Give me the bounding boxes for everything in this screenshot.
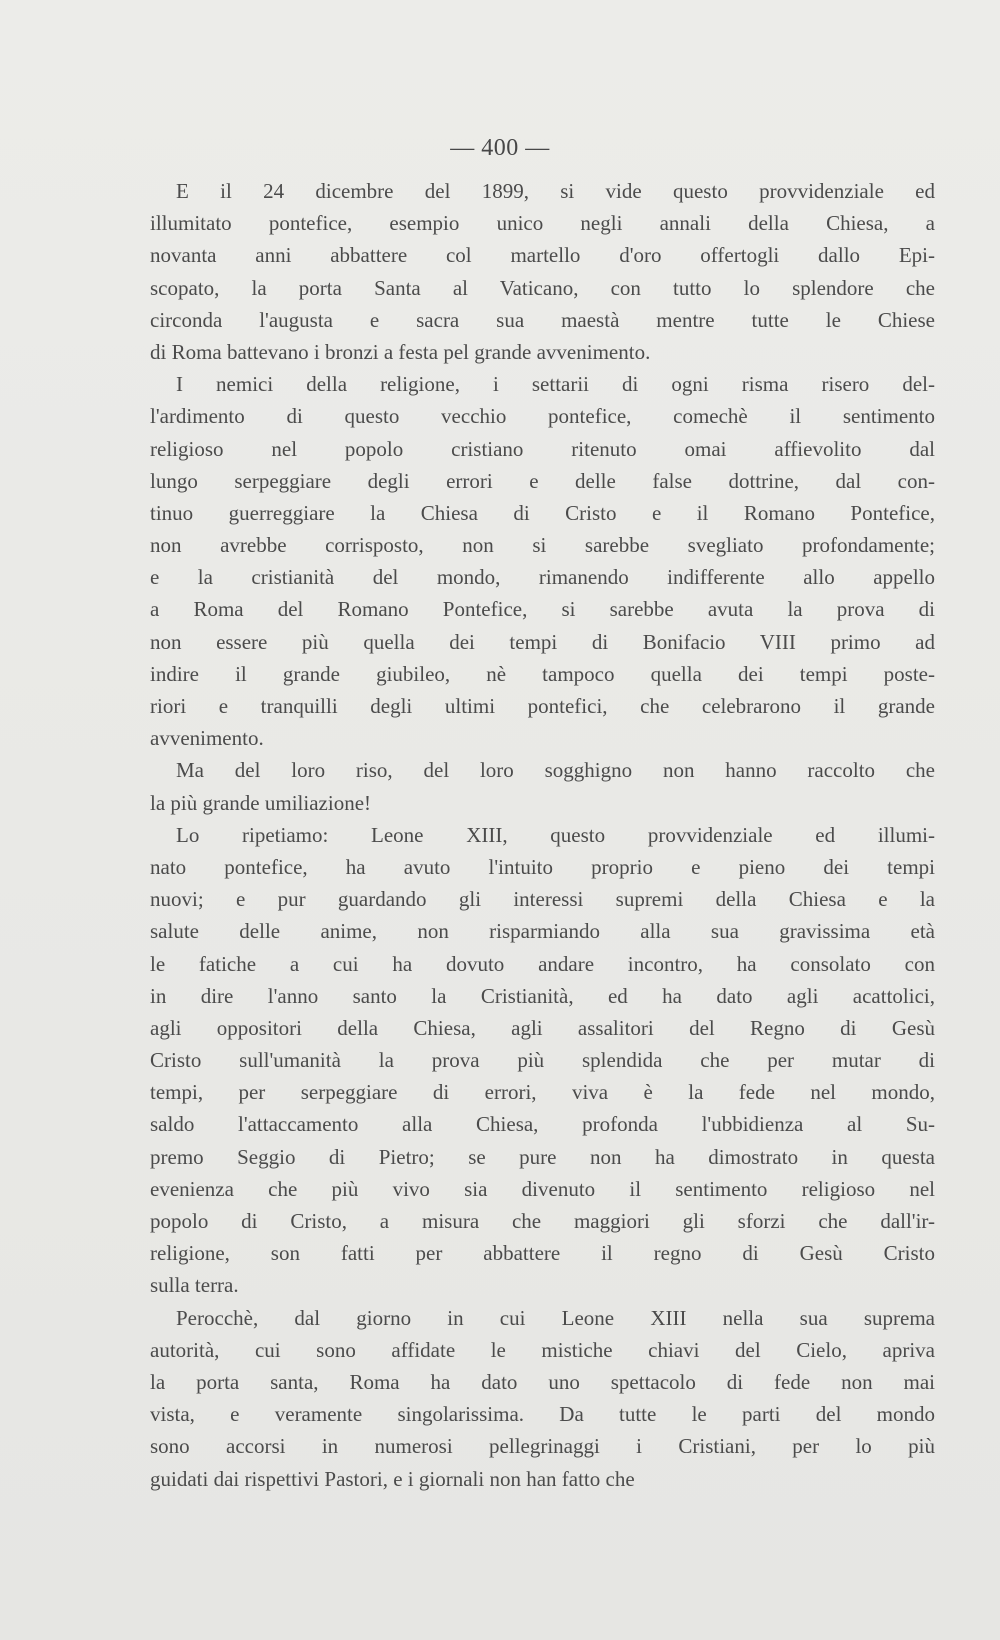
text-line: agli oppositori della Chiesa, agli assalitori del Regno di Gesù [150, 1015, 935, 1040]
text-line: premo Seggio di Pietro; se pure non ha dimostrato in questa [150, 1144, 935, 1169]
text-line: in dire l'anno santo la Cristianità, ed ha dato agli acattolici, [150, 983, 935, 1008]
text-line: vista, e veramente singolarissima. Da tutte le parti del mondo [150, 1402, 935, 1427]
text-line: indire il grande giubileo, nè tampoco quella dei tempi poste- [150, 661, 935, 686]
text-line: la porta santa, Roma ha dato uno spettacolo di fede non mai [150, 1369, 935, 1394]
text-line: saldo l'attaccamento alla Chiesa, profonda l'ubbidienza al Su- [150, 1112, 935, 1137]
text-line: le fatiche a cui ha dovuto andare incontro, ha consolato con [150, 951, 935, 976]
text-line: I nemici della religione, i settarii di ogni risma risero del- [176, 372, 935, 397]
text-line: Lo ripetiamo: Leone XIII, questo provvidenziale ed illumi- [176, 822, 935, 847]
text-line: illumitato pontefice, esempio unico negli annali della Chiesa, a [150, 211, 935, 236]
text-line: salute delle anime, non risparmiando alla sua gravissima età [150, 919, 935, 944]
text-line: riori e tranquilli degli ultimi pontefici, che celebrarono il grande [150, 694, 935, 718]
text-line: lungo serpeggiare degli errori e delle false dottrine, dal con- [150, 468, 935, 493]
text-line: nato pontefice, ha avuto l'intuito proprio e pieno dei tempi [150, 854, 935, 879]
text-line: sono accorsi in numerosi pellegrinaggi i Cristiani, per lo più [150, 1434, 935, 1459]
text-line: sulla terra. [150, 1273, 239, 1298]
text-line: popolo di Cristo, a misura che maggiori gli sforzi che dall'ir- [150, 1209, 935, 1233]
paragraph [150, 175, 935, 368]
body-text [150, 175, 935, 1495]
text-line: novanta anni abbattere col martello d'oro offertogli dallo Epi- [150, 243, 935, 268]
text-line: nuovi; e pur guardando gli interessi supremi della Chiesa e la [150, 887, 935, 912]
text-line: non avrebbe corrisposto, non si sarebbe svegliato profondamente; [150, 533, 935, 558]
page-number: — 400 — [450, 135, 550, 161]
text-line: di Roma battevano i bronzi a festa pel grande avvenimento. [150, 339, 651, 364]
text-line: circonda l'augusta e sacra sua maestà mentre tutte le Chiese [150, 307, 935, 332]
text-line: autorità, cui sono affidate le mistiche chiavi del Cielo, apriva [150, 1337, 935, 1362]
text-line: evenienza che più vivo sia divenuto il sentimento religioso nel [150, 1176, 935, 1201]
paragraph [150, 1302, 935, 1495]
text-line: Cristo sull'umanità la prova più splendida che per mutar di [150, 1048, 935, 1073]
text-line: guidati dai rispettivi Pastori, e i giornali non han fatto che [150, 1466, 635, 1491]
text-line: Ma del loro riso, del loro sogghigno non hanno raccolto che [176, 758, 935, 783]
paragraph [150, 819, 935, 1302]
text-line: non essere più quella dei tempi di Bonifacio VIII primo ad [150, 629, 935, 654]
paragraph [150, 754, 935, 818]
text-line: e la cristianità del mondo, rimanendo indifferente allo appello [150, 565, 935, 590]
text-line: Perocchè, dal giorno in cui Leone XIII nella sua suprema [176, 1305, 935, 1330]
text-line: religioso nel popolo cristiano ritenuto omai affievolito dal [150, 436, 935, 461]
text-line: a Roma del Romano Pontefice, si sarebbe avuta la prova di [150, 597, 935, 622]
text-line: tinuo guerreggiare la Chiesa di Cristo e il Romano Pontefice, [150, 500, 935, 525]
text-line: avvenimento. [150, 726, 264, 751]
text-line: religione, son fatti per abbattere il regno di Gesù Cristo [150, 1241, 935, 1266]
text-line: tempi, per serpeggiare di errori, viva è la fede nel mondo, [150, 1080, 935, 1105]
text-line: E il 24 dicembre del 1899, si vide questo provvidenziale ed [176, 179, 935, 203]
text-line: scopato, la porta Santa al Vaticano, con tutto lo splendore che [150, 275, 935, 300]
text-line: la più grande umiliazione! [150, 790, 372, 815]
text-line: l'ardimento di questo vecchio pontefice, comechè il sentimento [150, 404, 935, 429]
paragraph [150, 368, 935, 754]
